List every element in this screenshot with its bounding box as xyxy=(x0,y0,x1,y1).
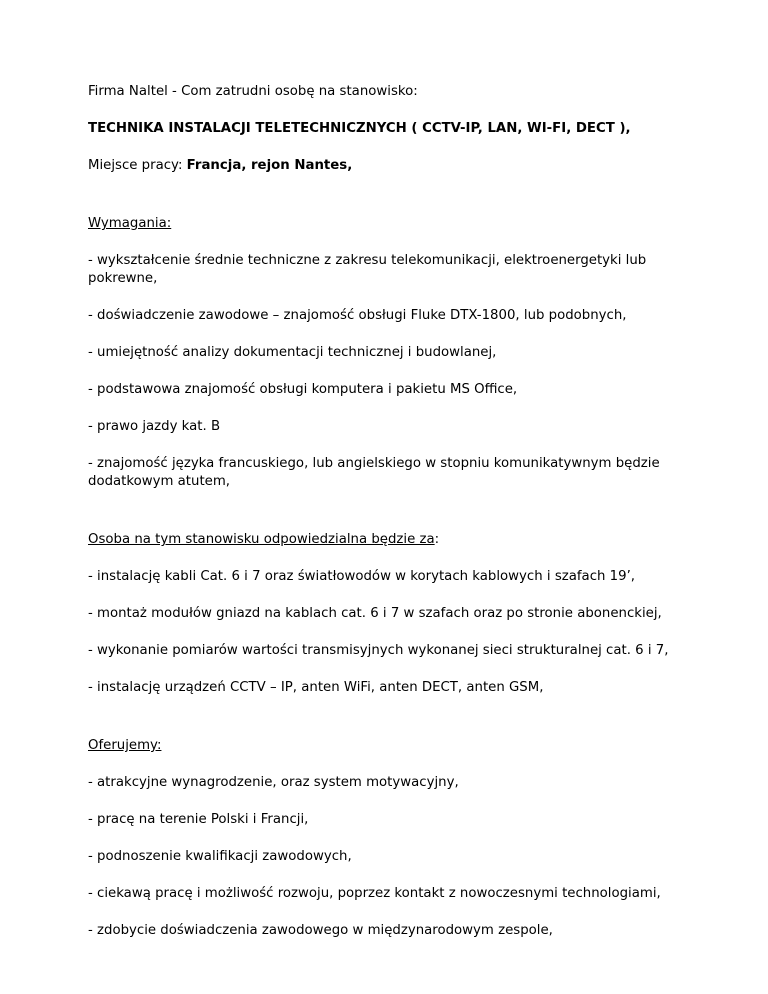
responsibility-item: - instalację kabli Cat. 6 i 7 oraz światłowodów w korytach kablowych i szafach 19’, xyxy=(88,569,636,584)
offer-item: - ciekawą pracę i możliwość rozwoju, poprzez kontakt z nowoczesnymi technologiami, xyxy=(88,886,661,901)
offer-item: - pracę na terenie Polski i Francji, xyxy=(88,812,309,827)
position-title: TECHNIKA INSTALACJI TELETECHNICZNYCH ( CCTV-IP, LAN, WI-FI, DECT ), xyxy=(88,121,631,136)
offer-item: - zdobycie doświadczenia zawodowego w międzynarodowym zespole, xyxy=(88,923,553,938)
requirement-item: - umiejętność analizy dokumentacji technicznej i budowlanej, xyxy=(88,345,497,360)
offer-list xyxy=(88,774,688,940)
offer-item: - atrakcyjne wynagrodzenie, oraz system motywacyjny, xyxy=(88,775,459,790)
responsibility-item: - montaż modułów gniazd na kablach cat. 6 i 7 w szafach oraz po stronie abonenckiej, xyxy=(88,606,662,621)
requirement-item: - podstawowa znajomość obsługi komputera i pakietu MS Office, xyxy=(88,382,518,397)
requirement-item: - prawo jazdy kat. B xyxy=(88,419,221,434)
document-content xyxy=(88,83,688,959)
responsibilities-list xyxy=(88,568,688,697)
offer-heading: Oferujemy: xyxy=(88,738,162,753)
requirement-item: - znajomość języka francuskiego, lub angielskiego w stopniu komunikatywnym będzie dodatkowym atutem, xyxy=(88,456,660,489)
responsibility-item: - instalację urządzeń CCTV – IP, anten WiFi, anten DECT, anten GSM, xyxy=(88,680,544,695)
workplace-line xyxy=(88,157,688,175)
responsibilities-heading-line xyxy=(88,531,688,549)
requirement-item: - wykształcenie średnie techniczne z zakresu telekomunikacji, elektroenergetyki lub pokrewne, xyxy=(88,253,647,286)
requirement-item: - doświadczenie zawodowe – znajomość obsługi Fluke DTX-1800, lub podobnych, xyxy=(88,308,627,323)
intro-text: Firma Naltel - Com zatrudni osobę na stanowisko: xyxy=(88,84,418,99)
responsibilities-heading-colon: : xyxy=(434,532,440,547)
responsibility-item: - wykonanie pomiarów wartości transmisyjnych wykonanej sieci strukturalnej cat. 6 i 7, xyxy=(88,643,669,658)
workplace-value: Francja, rejon Nantes, xyxy=(186,158,353,173)
offer-item: - podnoszenie kwalifikacji zawodowych, xyxy=(88,849,352,864)
responsibilities-heading: Osoba na tym stanowisku odpowiedzialna będzie za xyxy=(88,532,435,547)
requirements-list xyxy=(88,252,688,491)
workplace-label: Miejsce pracy: xyxy=(88,158,187,173)
requirements-heading: Wymagania: xyxy=(88,216,172,231)
